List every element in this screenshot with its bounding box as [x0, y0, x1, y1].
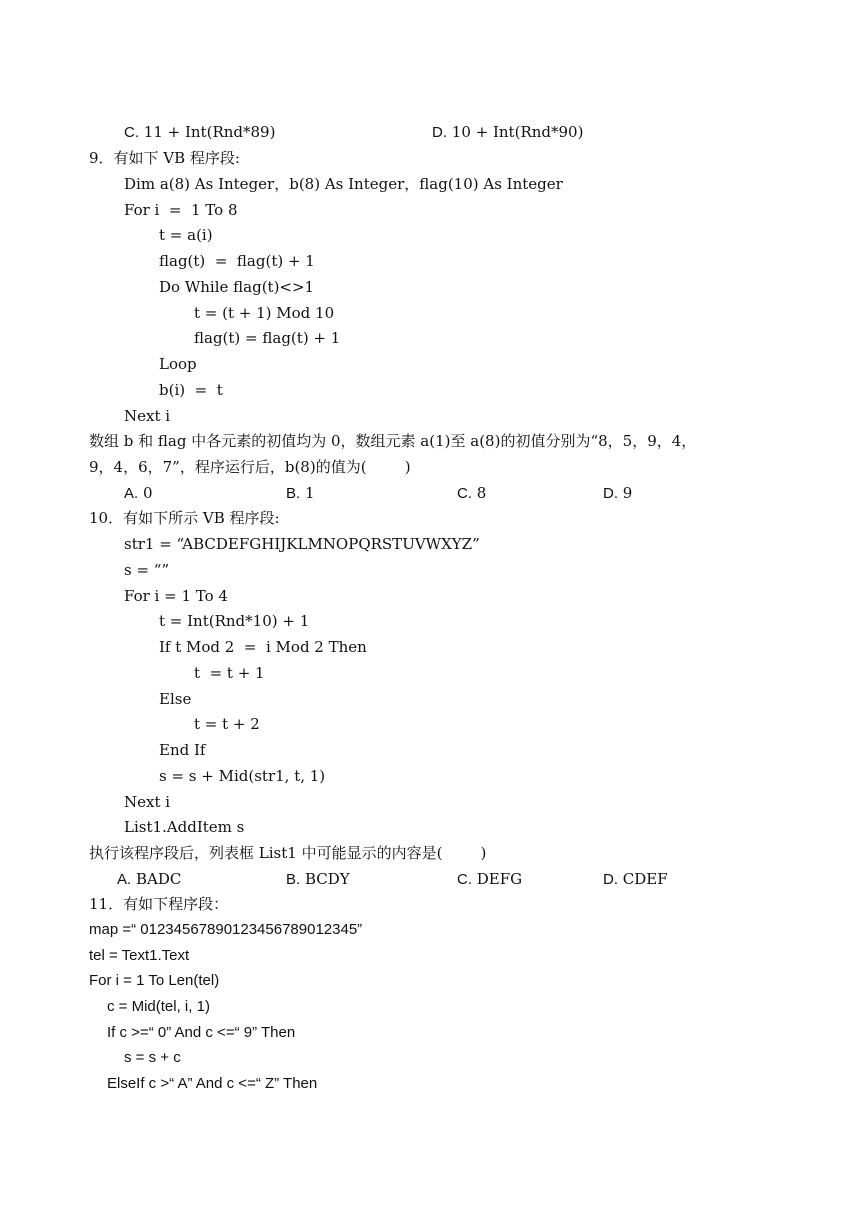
code-line: ElseIf c >“ A” And c <=“ Z” Then [107, 1075, 318, 1092]
option-letter: D. [432, 124, 447, 141]
code-line: flag(t) = flag(t) + 1 [194, 329, 341, 347]
q9-option-a [124, 483, 153, 504]
option-text: 1 [304, 484, 315, 502]
code-line: tel = Text1.Text [89, 947, 190, 964]
option-text: 9 [622, 484, 633, 502]
code-line: Next i [124, 407, 171, 425]
code-line: t = a(i) [159, 226, 213, 244]
code-line: t = (t + 1) Mod 10 [194, 304, 335, 322]
option-letter: C. [457, 871, 472, 888]
code-line: t = t + 1 [194, 664, 265, 682]
code-line: List1.AddItem s [124, 818, 245, 836]
q10-title: 10．有如下所示 VB 程序段: [89, 509, 280, 527]
code-line: b(i) = t [159, 381, 223, 399]
q9-description: 9，4，6，7”，程序运行后，b(8)的值为( ) [89, 458, 411, 476]
q10-description: 执行该程序段后，列表框 List1 中可能显示的内容是( ) [89, 844, 487, 862]
option-text: BADC [135, 870, 182, 888]
option-text: DEFG [476, 870, 523, 888]
code-line: Next i [124, 793, 171, 811]
code-line: map =“ 01234567890123456789012345” [89, 921, 363, 938]
code-line: For i = 1 To Len(tel) [89, 972, 220, 989]
option-letter: D. [603, 871, 618, 888]
code-line: str1 = “ABCDEFGHIJKLMNOPQRSTUVWXYZ” [124, 535, 480, 553]
option-text: 10 + Int(Rnd*90) [451, 123, 584, 141]
code-line: For i = 1 To 4 [124, 587, 228, 605]
code-line: Else [159, 690, 192, 708]
q8-option-c [124, 122, 275, 143]
option-letter: C. [124, 124, 139, 141]
code-line: If c >=“ 0” And c <=“ 9” Then [107, 1024, 296, 1041]
code-line: s = s + Mid(str1, t, 1) [159, 767, 326, 785]
code-line: If t Mod 2 = i Mod 2 Then [159, 638, 367, 656]
q9-option-c [457, 483, 486, 504]
option-text: 8 [476, 484, 487, 502]
option-text: CDEF [622, 870, 668, 888]
q10-option-a [117, 869, 181, 890]
option-letter: B. [286, 485, 301, 502]
code-line: Loop [159, 355, 197, 373]
option-text: BCDY [304, 870, 350, 888]
option-letter: B. [286, 871, 301, 888]
q8-option-d [432, 122, 583, 143]
option-text: 11 + Int(Rnd*89) [143, 123, 276, 141]
q9-option-b [286, 483, 315, 504]
option-letter: A. [124, 485, 139, 502]
code-line: t = t + 2 [194, 715, 260, 733]
q10-option-d [603, 869, 668, 890]
q10-option-c [457, 869, 522, 890]
option-text: 0 [142, 484, 153, 502]
code-line: s = s + c [124, 1049, 181, 1066]
code-line: t = Int(Rnd*10) + 1 [159, 612, 310, 630]
q10-option-b [286, 869, 350, 890]
code-line: c = Mid(tel, i, 1) [107, 998, 210, 1015]
code-line: For i = 1 To 8 [124, 201, 238, 219]
option-letter: A. [117, 871, 132, 888]
q9-description: 数组 b 和 flag 中各元素的初值均为 0，数组元素 a(1)至 a(8)的初值分别为“8，5，9，4， [89, 432, 697, 450]
option-letter: C. [457, 485, 472, 502]
q11-title: 11．有如下程序段： [89, 895, 229, 913]
code-line: Do While flag(t)<>1 [159, 278, 315, 296]
code-line: End If [159, 741, 206, 759]
code-line: s = “” [124, 561, 170, 579]
q9-option-d [603, 483, 632, 504]
code-line: Dim a(8) As Integer，b(8) As Integer，flag(10) As Integer [124, 175, 563, 193]
q9-title: 9．有如下 VB 程序段: [89, 149, 240, 167]
code-line: flag(t) = flag(t) + 1 [159, 252, 315, 270]
option-letter: D. [603, 485, 618, 502]
